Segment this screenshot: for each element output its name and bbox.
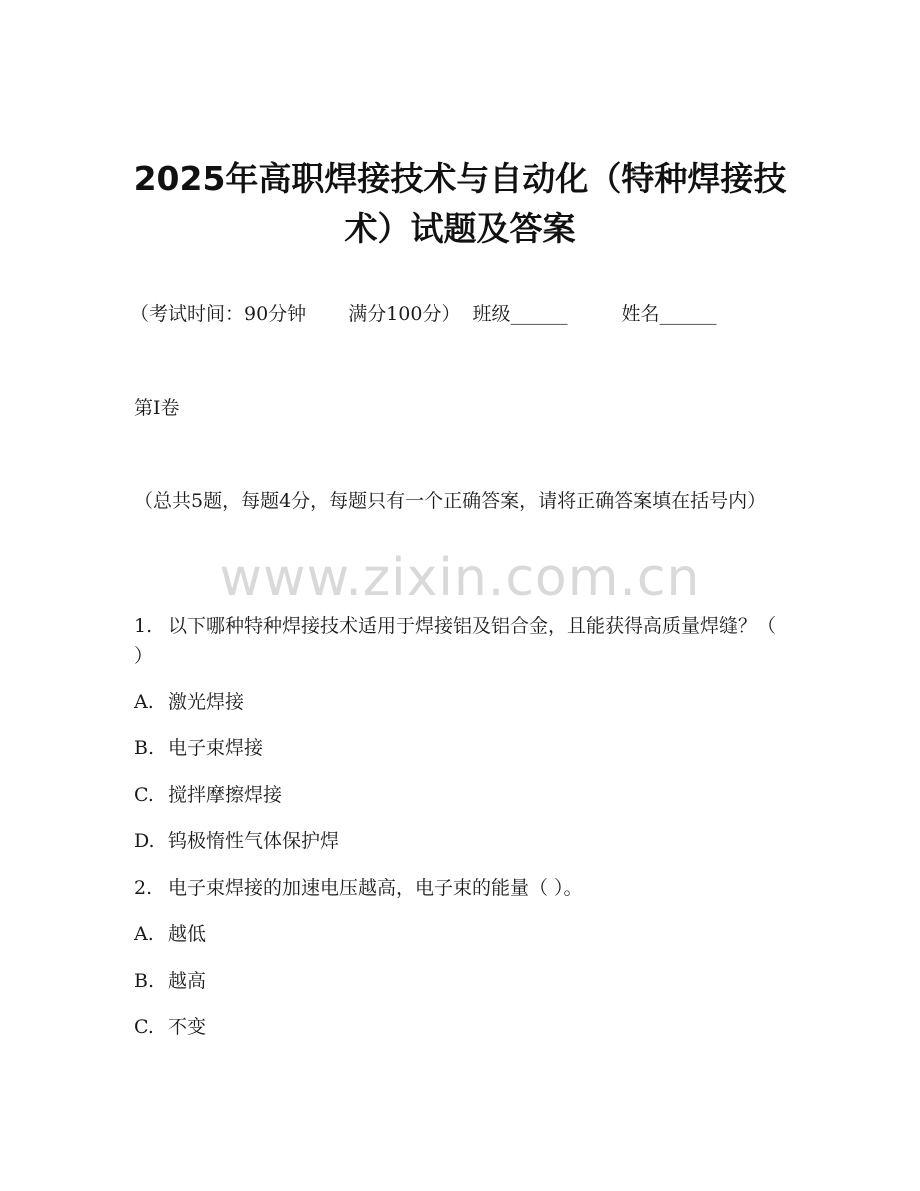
option-2a	[134, 920, 206, 948]
option-1c	[134, 781, 282, 809]
exam-time: （考试时间：90分钟	[130, 303, 307, 325]
exam-score: 满分100分）	[348, 303, 461, 325]
option-2b	[134, 967, 206, 995]
option-key: C.	[134, 784, 154, 806]
option-1a	[134, 688, 244, 716]
option-text: 搅拌摩擦焊接	[168, 784, 283, 806]
watermark: www.zixin.com.cn	[219, 548, 701, 608]
class-field: 班级______	[472, 303, 568, 325]
option-key: A.	[134, 691, 154, 713]
option-text: 越高	[168, 970, 207, 992]
option-1b	[134, 734, 263, 762]
exam-info	[130, 300, 716, 328]
section-instructions: （总共5题，每题4分，每题只有一个正确答案，请将正确答案填在括号内）	[134, 490, 767, 512]
question-number: 2.	[134, 877, 153, 899]
option-key: B.	[134, 737, 155, 759]
question-text: 电子束焊接的加速电压越高，电子束的能量（ ）。	[168, 877, 583, 899]
document-title-line-2: 术）试题及答案	[344, 209, 576, 248]
option-text: 钨极惰性气体保护焊	[168, 830, 340, 852]
option-2c	[134, 1013, 206, 1041]
question-number: 1.	[134, 615, 153, 637]
option-key: C.	[134, 1016, 154, 1038]
option-text: 不变	[168, 1016, 207, 1038]
question-1	[134, 611, 784, 671]
question-2	[134, 874, 583, 902]
name-field: 姓名______	[621, 303, 717, 325]
question-text: 以下哪种特种焊接技术适用于焊接铝及铝合金，且能获得高质量焊缝？（ ）	[134, 615, 777, 667]
document-title-line-1: 2025年高职焊接技术与自动化（特种焊接技	[133, 159, 787, 198]
option-text: 越低	[168, 923, 207, 945]
option-1d	[134, 827, 339, 855]
option-text: 电子束焊接	[168, 737, 264, 759]
option-key: D.	[134, 830, 155, 852]
option-text: 激光焊接	[168, 691, 245, 713]
section-heading: 第Ⅰ卷	[134, 397, 180, 419]
option-key: A.	[134, 923, 154, 945]
option-key: B.	[134, 970, 155, 992]
